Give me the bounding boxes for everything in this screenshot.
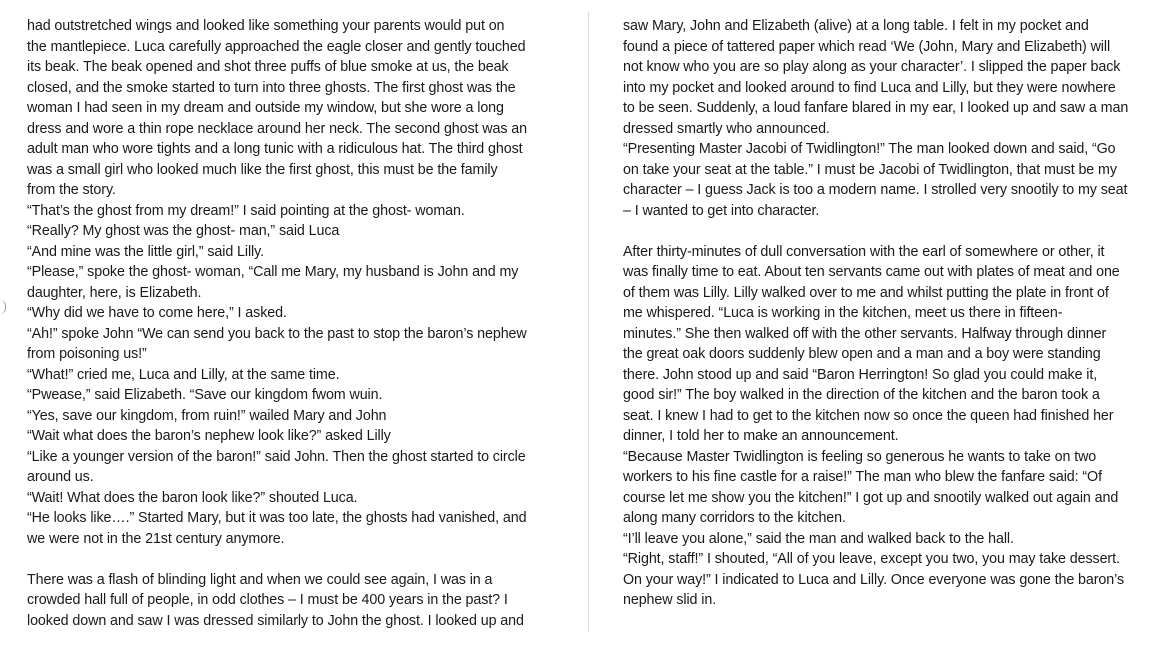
text-line: “Because Master Twidlington is feeling so generous he wants to take on two [623,448,1097,465]
blank-line [27,549,567,570]
text-line: dress and wore a thin rope necklace around her neck. The second ghost was an [27,120,527,137]
text-line: closed, and the smoke started to turn into three ghosts. The first ghost was the [27,79,516,96]
text-line: “He looks like….” Started Mary, but it was too late, the ghosts had vanished, and [27,510,527,526]
text-line: around us. [27,469,94,485]
text-line: “Wait! What does the baron look like?” shouted Luca. [27,489,358,506]
text-line: daughter, here, is Elizabeth. [27,284,202,301]
text-line: was a small girl who looked much like the first ghost, this must be the family [27,161,498,178]
text-line: along many corridors to the kitchen. [623,510,846,526]
text-line: had outstretched wings and looked like something your parents would put on [27,18,505,34]
text-line: seat. I knew I had to get to the kitchen now so once the queen had finished her [623,407,1114,424]
text-line: from the story. [27,182,116,198]
text-line: saw Mary, John and Elizabeth (alive) at a long table. I felt in my pocket and [623,18,1089,34]
text-line: not know who you are so play along as your character’. I slipped the paper back [623,59,1121,75]
text-line: its beak. The beak opened and shot three puffs of blue smoke at us, the beak [27,59,509,75]
text-line: the mantlepiece. Luca carefully approached the eagle closer and gently touched [27,38,526,55]
text-line: on take your seat at the table.” I must be Jacobi of Twidlington, that must be my [623,161,1117,178]
text-line: minutes.” She then walked off with the other servants. Halfway through dinner [623,325,1107,342]
text-line: adult man who wore tights and a long tunic with a ridiculous hat. The third ghost [27,141,523,157]
column-divider [588,12,589,632]
text-line: After thirty-minutes of dull conversation with the earl of somewhere or other, it [623,243,1105,260]
text-line: found a piece of tattered paper which read ‘We (John, Mary and Elizabeth) will [623,38,1111,55]
text-line: was finally time to eat. About ten servants came out with plates of meat and one [623,264,1120,280]
margin-marker [0,300,6,314]
text-line: looked down and saw I was dressed similarly to John the ghost. I looked up and [27,612,524,629]
left-column [27,16,567,631]
text-line: the great oak doors suddenly blew open and a man and a boy were standing [623,346,1101,362]
text-line: There was a flash of blinding light and when we could see again, I was in a [27,571,493,588]
text-line: crowded hall full of people, in odd clothes – I must be 400 years in the past? I [27,592,508,608]
text-line: character – I guess Jack is too a modern name. I strolled very snootily to my seat [623,182,1128,198]
text-line: “Right, staff!” I shouted, “All of you leave, except you two, you may take dessert. [623,551,1120,567]
text-line: nephew slid in. [623,592,717,608]
text-line: from poisoning us!” [27,346,147,362]
text-line: “Why did we have to come here,” I asked. [27,305,287,321]
text-line: “That’s the ghost from my dream!” I said pointing at the ghost- woman. [27,202,465,219]
text-line: “What!” cried me, Luca and Lilly, at the same time. [27,366,340,383]
text-line: course let me show you the kitchen!” I got up and snootily walked out again and [623,489,1119,506]
right-column [623,16,1153,611]
text-line: – I wanted to get into character. [623,202,820,219]
text-line: “Ah!” spoke John “We can send you back to the past to stop the baron’s nephew [27,325,527,342]
text-line: we were not in the 21st century anymore. [27,530,285,547]
text-line: good sir!” The boy walked in the direction of the kitchen and the baron took a [623,387,1100,403]
blank-line [623,221,1153,242]
text-line: into my pocket and looked around to find Luca and Lilly, but they were nowhere [623,79,1116,96]
text-line: “Presenting Master Jacobi of Twidlington!” The man looked down and said, “Go [623,141,1116,157]
text-line: dressed smartly who announced. [623,120,830,137]
text-line: of them was Lilly. Lilly walked over to me and whilst putting the plate in front of [623,284,1109,301]
text-line: On your way!” I indicated to Luca and Lilly. Once everyone was gone the baron’s [623,571,1124,588]
text-line: there. John stood up and said “Baron Herrington! So glad you could make it, [623,366,1098,383]
text-line: “And mine was the little girl,” said Lilly. [27,243,264,260]
text-line: me whispered. “Luca is working in the kitchen, meet us there in fifteen- [623,305,1063,321]
text-line: “Please,” spoke the ghost- woman, “Call me Mary, my husband is John and my [27,264,519,280]
text-line: “Really? My ghost was the ghost- man,” said Luca [27,223,340,239]
text-line: to be seen. Suddenly, a loud fanfare blared in my ear, I looked up and saw a man [623,100,1129,116]
text-line: dinner, I told her to make an announcement. [623,428,899,444]
text-line: “Wait what does the baron’s nephew look like?” asked Lilly [27,428,391,444]
text-line: “Like a younger version of the baron!” said John. Then the ghost started to circle [27,448,526,465]
text-line: workers to his fine castle for a raise!” The man who blew the fanfare said: “Of [623,469,1102,485]
text-line: “Yes, save our kingdom, from ruin!” wailed Mary and John [27,407,387,424]
text-line: woman I had seen in my dream and outside my window, but she wore a long [27,100,504,116]
text-line: “I’ll leave you alone,” said the man and walked back to the hall. [623,530,1014,547]
text-line: “Pwease,” said Elizabeth. “Save our kingdom fwom wuin. [27,387,383,403]
